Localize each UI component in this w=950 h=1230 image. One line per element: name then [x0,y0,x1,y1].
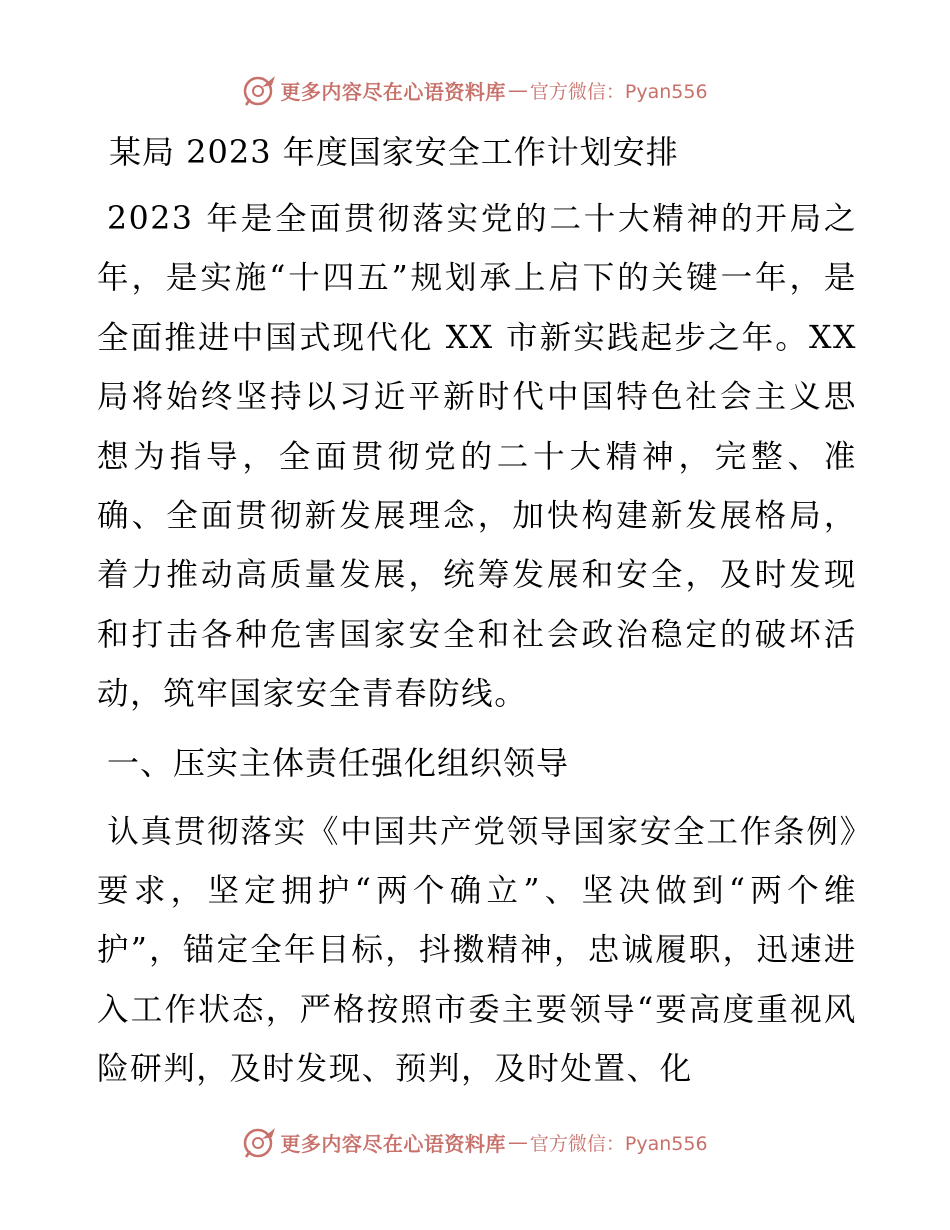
banner-wechat-text: 官方微信：Pyan556 [529,80,708,103]
paragraph-intro [97,190,857,725]
banner-separator: — [507,1130,528,1154]
header-watermark-banner [0,72,950,108]
footer-watermark-banner [0,1124,950,1160]
brand-logo-icon [242,1125,278,1159]
document-body [97,118,857,1100]
paragraph-section-1 [97,803,857,1100]
paragraph-intro-text: 2023 年是全面贯彻落实党的二十大精神的开局之年，是实施“十四五”规划承上启下的关键一年，是全面推进中国式现代化 XX 市新实践起步之年。XX 局将始终坚持以习近平新时代中国特色社会主义思想为指导，全面贯彻党的二十大精神，完整、准确、全面贯彻新发展理念，加快构建新发展格局，着力推动高质量发展，统筹发展和安全，及时发现和打击各种危害国家安全和社会政治稳定的破坏活动，筑牢国家安全青春防线。 [97,201,857,713]
banner-main-text: 更多内容尽在心语资料库 [280,1131,506,1156]
document-title: 某局 2023 年度国家安全工作计划安排 [109,133,679,171]
banner-separator: — [507,78,528,102]
brand-logo-icon [242,73,278,107]
section-heading-1: 一、压实主体责任强化组织领导 [107,743,570,782]
banner-main-text: 更多内容尽在心语资料库 [280,79,506,104]
banner-wechat-text: 官方微信：Pyan556 [529,1132,708,1155]
paragraph-section-1-text: 认真贯彻落实《中国共产党领导国家安全工作条例》要求，坚定拥护“两个确立”、坚决做到“两个维护”，锚定全年目标，抖擞精神，忠诚履职，迅速进入工作状态，严格按照市委主要领导“要高度重视风险研判，及时发现、预判，及时处置、化 [97,813,857,1088]
